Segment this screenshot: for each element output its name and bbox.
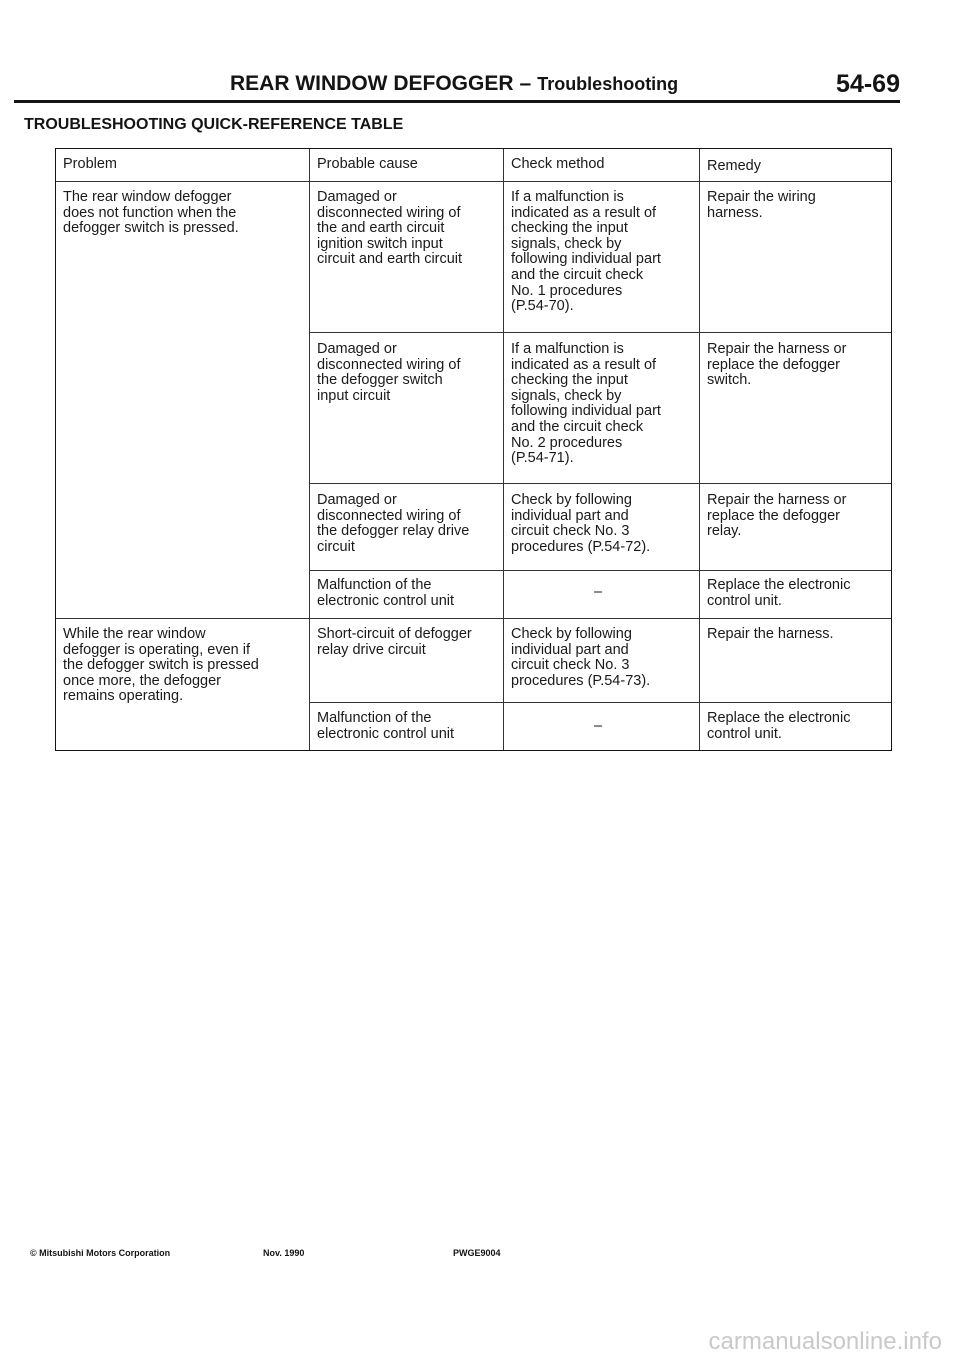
column-divider-check <box>699 149 700 750</box>
header-dash: – <box>519 72 532 95</box>
footer-date: Nov. 1990 <box>263 1248 305 1258</box>
check-5: Check by following individual part and circuit check No. 3 procedures (P.54-73). <box>511 626 651 689</box>
row-divider-5 <box>309 702 891 703</box>
header-problem: Problem <box>63 156 117 172</box>
remedy-3: Repair the harness or replace the defogger relay. <box>707 492 847 540</box>
remedy-4: Replace the electronic control unit. <box>707 577 851 609</box>
column-divider-cause <box>503 149 504 750</box>
cause-5: Short-circuit of defogger relay drive circuit <box>317 626 472 658</box>
header-probable-cause: Probable cause <box>317 156 418 172</box>
remedy-5: Repair the harness. <box>707 626 834 642</box>
cause-6: Malfunction of the electronic control unit <box>317 710 455 742</box>
column-divider-problem <box>309 149 310 750</box>
watermark: carmanualsonline.info <box>708 1328 942 1355</box>
header-row-divider <box>56 181 891 182</box>
row-divider-4 <box>56 618 891 619</box>
cause-4: Malfunction of the electronic control unit <box>317 577 455 609</box>
cause-3: Damaged or disconnected wiring of the defogger relay drive circuit <box>317 492 470 555</box>
check-4: – <box>594 584 603 600</box>
check-6: – <box>594 718 603 734</box>
cause-1: Damaged or disconnected wiring of the and earth circuit ignition switch input circuit and earth circuit <box>317 189 463 268</box>
footer-copyright: © Mitsubishi Motors Corporation <box>30 1248 171 1258</box>
header-remedy: Remedy <box>707 158 761 174</box>
problem-2: While the rear window defogger is operating, even if the defogger switch is pressed once more, the defogger remains operating. <box>63 626 259 705</box>
footer-code: PWGE9004 <box>453 1248 501 1258</box>
remedy-2: Repair the harness or replace the defogger switch. <box>707 341 847 389</box>
header-title-main: REAR WINDOW DEFOGGER <box>230 72 514 95</box>
troubleshooting-table <box>55 148 892 751</box>
row-divider-3 <box>309 570 891 571</box>
remedy-6: Replace the electronic control unit. <box>707 710 851 742</box>
check-1: If a malfunction is indicated as a result of checking the input signals, check by following individual part and the circuit check No. 1 procedures (P.54-70). <box>511 189 661 315</box>
header-section: Troubleshooting <box>537 74 679 94</box>
row-divider-2 <box>309 483 891 484</box>
document-title: TROUBLESHOOTING QUICK-REFERENCE TABLE <box>24 116 404 133</box>
header-check-method: Check method <box>511 156 605 172</box>
header-rule <box>14 100 900 103</box>
check-3: Check by following individual part and circuit check No. 3 procedures (P.54-72). <box>511 492 651 555</box>
problem-1: The rear window defogger does not function when the defogger switch is pressed. <box>63 189 239 237</box>
remedy-1: Repair the wiring harness. <box>707 189 816 221</box>
page-header <box>14 72 900 100</box>
header-title <box>230 72 678 96</box>
row-divider-1 <box>309 332 891 333</box>
cause-2: Damaged or disconnected wiring of the defogger switch input circuit <box>317 341 461 404</box>
check-2: If a malfunction is indicated as a result of checking the input signals, check by following individual part and the circuit check No. 2 procedures (P.54-71). <box>511 341 661 467</box>
page-number: 54-69 <box>836 70 900 98</box>
